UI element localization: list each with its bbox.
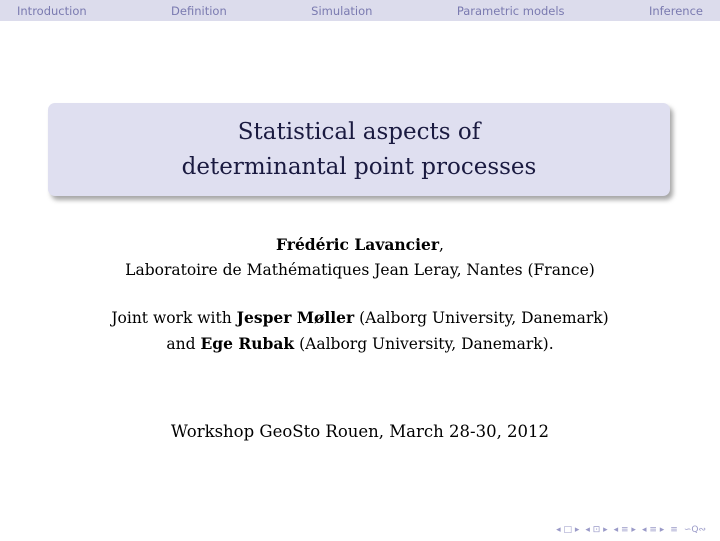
author-affiliation: Laboratoire de Mathématiques Jean Leray, Nantes (France) — [125, 261, 595, 279]
coauthors-prefix: Joint work with — [111, 309, 232, 327]
nav-subsection-left-icon[interactable]: ◂ ⊡ ▸ — [585, 525, 608, 535]
coauthors-and: and — [166, 335, 196, 353]
coauthor-affiliation-2: (Aalborg University, Danemark). — [299, 335, 554, 353]
beamer-navigation-symbols — [556, 525, 706, 535]
coauthor-affiliation-1: (Aalborg University, Danemark) — [359, 309, 609, 327]
nav-item-definition[interactable]: Definition — [171, 3, 227, 18]
nav-search-icon[interactable]: ∽Q∾ — [683, 525, 706, 535]
author-name: Frédéric Lavancier — [276, 235, 440, 254]
nav-frame-left-icon[interactable]: ◂ □ ▸ — [556, 525, 580, 535]
author-block: Frédéric Lavancier, Laboratoire de Mathématiques Jean Leray, Nantes (France) — [0, 232, 720, 283]
title-line-1: Statistical aspects of — [237, 118, 481, 145]
nav-item-introduction[interactable]: Introduction — [17, 3, 87, 18]
title-block — [48, 103, 670, 196]
nav-item-parametric-models[interactable]: Parametric models — [456, 3, 565, 18]
title-line-2: determinantal point processes — [181, 153, 537, 180]
coauthor-name-1: Jesper Møller — [236, 308, 355, 327]
nav-section-left-icon[interactable]: ◂ ≡ ▸ — [613, 525, 636, 535]
nav-item-simulation[interactable]: Simulation — [311, 3, 373, 18]
coauthors-block — [0, 305, 720, 357]
nav-item-inference[interactable]: Inference — [648, 3, 703, 18]
nav-subsubsection-icon[interactable]: ◂ ≡ ▸ — [641, 525, 665, 535]
coauthor-name-2: Ege Rubak — [200, 334, 295, 353]
top-navigation-bar — [0, 0, 720, 21]
nav-align-icon[interactable]: ≡ — [670, 525, 678, 535]
event-line: Workshop GeoSto Rouen, March 28-30, 2012 — [170, 422, 550, 441]
